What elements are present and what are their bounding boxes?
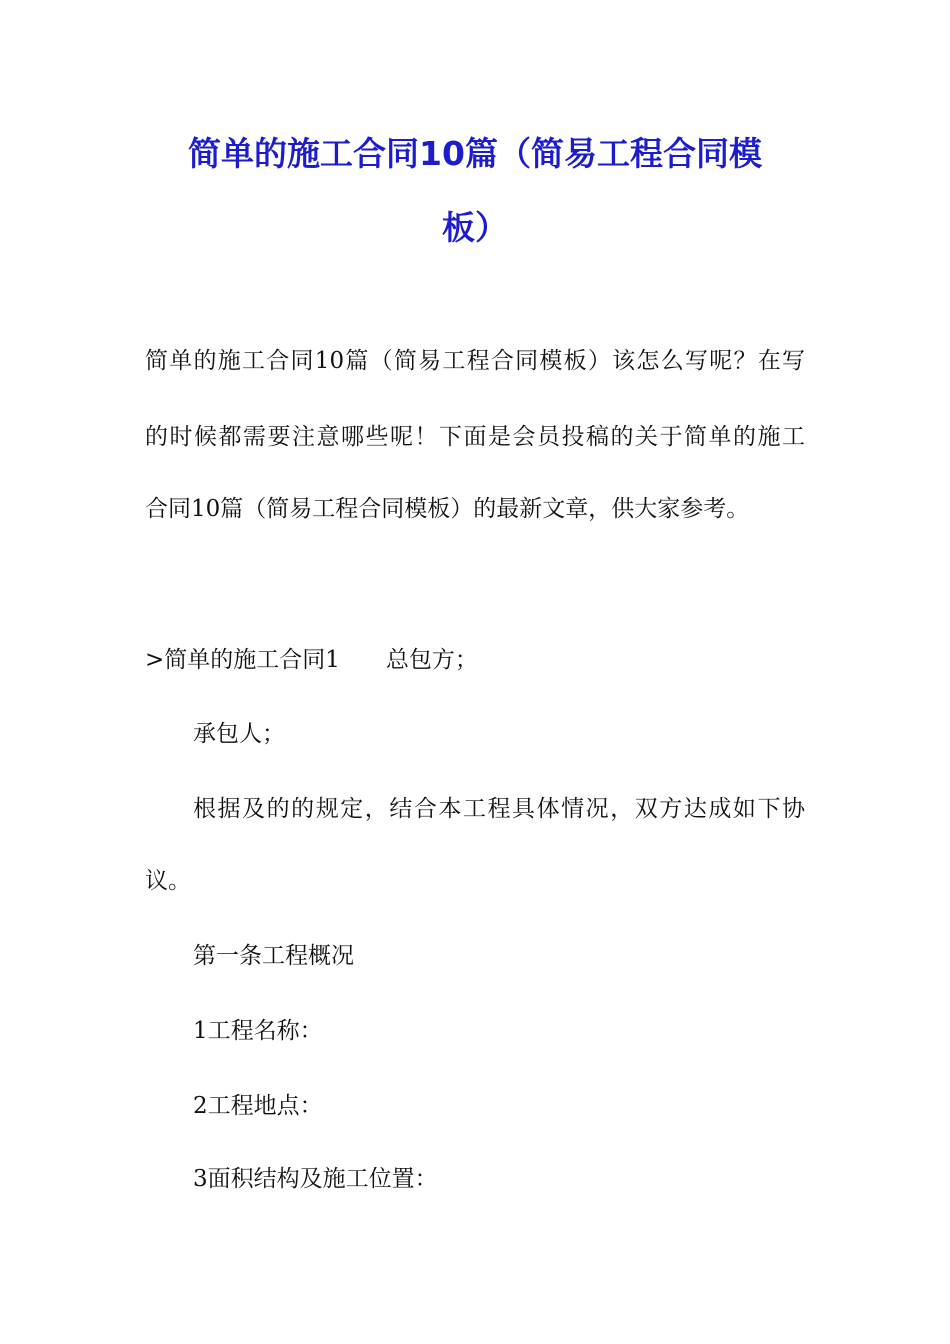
item-project-name: 1工程名称： [193, 1018, 323, 1044]
document-title-line-2: 板） [442, 208, 508, 247]
intro-paragraph-line-1: 简单的施工合同10篇（简易工程合同模板）该怎么写呢？在写 [145, 348, 805, 374]
item-area-structure: 3面积结构及施工位置： [193, 1166, 438, 1192]
contractor-line: 承包人； [193, 721, 285, 747]
intro-paragraph-line-2: 的时候都需要注意哪些呢！下面是会员投稿的关于简单的施工 [145, 424, 805, 450]
document-title-line-1: 简单的施工合同10篇（简易工程合同模 [188, 134, 762, 173]
contract-heading-line: >简单的施工合同1 总包方； [145, 647, 478, 673]
item-project-location: 2工程地点： [193, 1093, 323, 1119]
basis-paragraph-line-2: 议。 [145, 868, 191, 894]
basis-paragraph-line-1: 根据及的的规定，结合本工程具体情况，双方达成如下协 [193, 796, 805, 822]
article-1-heading: 第一条工程概况 [193, 943, 354, 969]
intro-paragraph-line-3: 合同10篇（简易工程合同模板）的最新文章，供大家参考。 [145, 496, 750, 522]
